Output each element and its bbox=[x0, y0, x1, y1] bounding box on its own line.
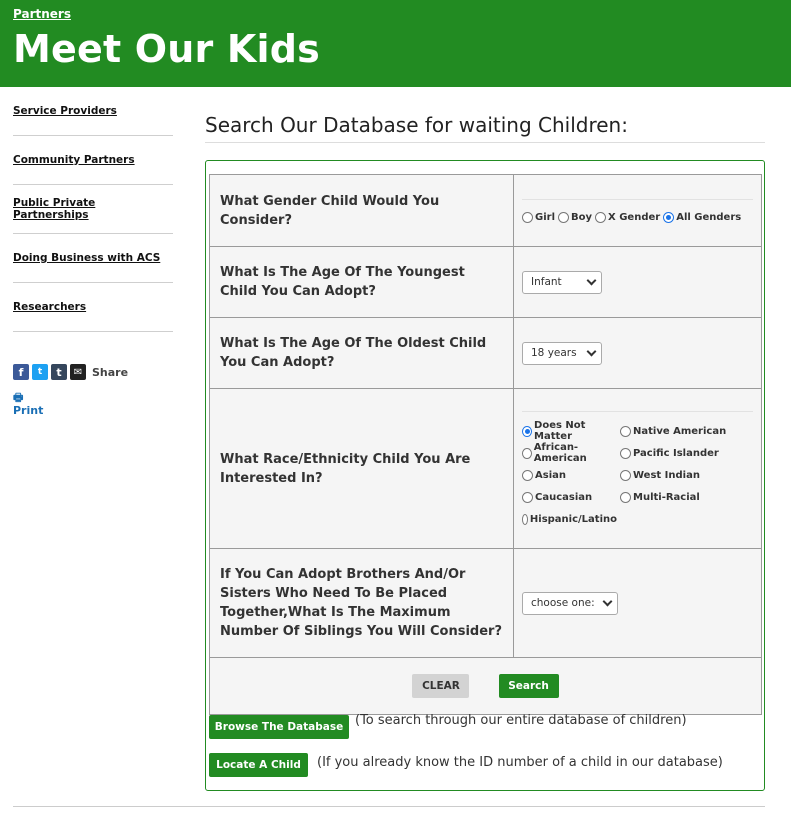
gender-question: What Gender Child Would You Consider? bbox=[210, 175, 514, 247]
radio-button[interactable] bbox=[522, 448, 532, 459]
search-heading: Search Our Database for waiting Children: bbox=[205, 113, 765, 143]
radio-button[interactable] bbox=[558, 212, 569, 223]
race-option-caucasian[interactable]: Caucasian bbox=[522, 490, 617, 505]
youngest-age-select[interactable]: Infant bbox=[522, 271, 602, 294]
facebook-icon[interactable]: f bbox=[13, 364, 29, 380]
siblings-row bbox=[210, 549, 762, 658]
gender-answer bbox=[514, 175, 762, 247]
oldest-age-select[interactable]: 18 years bbox=[522, 342, 602, 365]
race-row bbox=[210, 389, 762, 549]
siblings-answer bbox=[514, 549, 762, 658]
race-question: What Race/Ethnicity Child You Are Interested In? bbox=[210, 389, 514, 549]
tumblr-icon[interactable]: t bbox=[51, 364, 67, 380]
actions-cell bbox=[210, 658, 762, 715]
radio-button[interactable] bbox=[522, 212, 533, 223]
clear-button[interactable]: CLEAR bbox=[412, 674, 469, 698]
header-banner bbox=[0, 0, 791, 87]
sidebar-item-public-private-partnerships[interactable]: Public Private Partnerships bbox=[13, 185, 173, 234]
radio-button[interactable] bbox=[620, 426, 631, 437]
sidebar-item-doing-business[interactable]: Doing Business with ACS bbox=[13, 234, 173, 283]
sidebar-item-service-providers[interactable]: Service Providers bbox=[13, 87, 173, 136]
oldest-age-answer bbox=[514, 318, 762, 389]
race-answer bbox=[514, 389, 762, 549]
chevron-down-icon bbox=[603, 596, 613, 606]
race-option-pacific-islander[interactable]: Pacific Islander bbox=[620, 446, 737, 461]
share-label[interactable]: Share bbox=[92, 365, 129, 379]
race-option-hispanic-latino[interactable]: Hispanic/Latino bbox=[522, 512, 617, 527]
gender-row bbox=[210, 175, 762, 247]
chevron-down-icon bbox=[587, 346, 597, 356]
search-form-table bbox=[209, 174, 762, 715]
footer-divider bbox=[13, 806, 765, 807]
print-label: Print bbox=[13, 404, 44, 417]
race-option-native-american[interactable]: Native American bbox=[620, 424, 737, 439]
radio-button[interactable] bbox=[620, 470, 631, 481]
radio-button[interactable] bbox=[595, 212, 606, 223]
printer-icon: 🖶 bbox=[13, 391, 24, 404]
share-bar bbox=[13, 364, 128, 380]
browse-row bbox=[209, 712, 687, 739]
browse-database-button[interactable]: Browse The Database bbox=[209, 715, 349, 739]
race-option-does-not-matter[interactable]: Does Not Matter bbox=[522, 424, 617, 439]
locate-note: (If you already know the ID number of a child in our database) bbox=[317, 754, 723, 770]
gender-option-x-gender[interactable]: X Gender bbox=[595, 212, 660, 223]
locate-row bbox=[209, 753, 723, 777]
page-title: Meet Our Kids bbox=[13, 27, 320, 71]
race-option-west-indian[interactable]: West Indian bbox=[620, 468, 737, 483]
gender-option-boy[interactable]: Boy bbox=[558, 212, 592, 223]
print-link[interactable] bbox=[13, 391, 43, 417]
radio-button[interactable] bbox=[522, 470, 533, 481]
youngest-age-answer bbox=[514, 247, 762, 318]
twitter-icon[interactable]: t bbox=[32, 364, 48, 380]
email-icon[interactable]: ✉ bbox=[70, 364, 86, 380]
oldest-age-question: What Is The Age Of The Oldest Child You Can Adopt? bbox=[210, 318, 514, 389]
radio-button[interactable] bbox=[620, 448, 631, 459]
search-button[interactable]: Search bbox=[499, 674, 559, 698]
sidebar-item-researchers[interactable]: Researchers bbox=[13, 283, 173, 332]
search-panel bbox=[205, 160, 765, 791]
sidebar-item-community-partners[interactable]: Community Partners bbox=[13, 136, 173, 185]
chevron-down-icon bbox=[587, 275, 597, 285]
sidebar-nav bbox=[13, 87, 173, 332]
radio-button[interactable] bbox=[522, 492, 533, 503]
race-option-multi-racial[interactable]: Multi-Racial bbox=[620, 490, 737, 505]
divider bbox=[522, 199, 753, 200]
actions-row bbox=[210, 658, 762, 715]
radio-button[interactable] bbox=[663, 212, 674, 223]
radio-button[interactable] bbox=[522, 426, 532, 437]
locate-child-button[interactable]: Locate A Child bbox=[209, 753, 308, 777]
youngest-age-question: What Is The Age Of The Youngest Child You Can Adopt? bbox=[210, 247, 514, 318]
siblings-question: If You Can Adopt Brothers And/Or Sisters Who Need To Be Placed Together,What Is The Maximum Number Of Siblings You Will Consider? bbox=[210, 549, 514, 658]
divider bbox=[522, 411, 753, 412]
race-option-asian[interactable]: Asian bbox=[522, 468, 617, 483]
breadcrumb-partners[interactable]: Partners bbox=[13, 7, 71, 21]
youngest-age-row bbox=[210, 247, 762, 318]
gender-option-girl[interactable]: Girl bbox=[522, 212, 555, 223]
siblings-select[interactable]: choose one: bbox=[522, 592, 618, 615]
race-option-african-american[interactable]: African-American bbox=[522, 446, 617, 461]
radio-button[interactable] bbox=[620, 492, 631, 503]
browse-note: (To search through our entire database of children) bbox=[355, 712, 687, 728]
gender-option-all-genders[interactable]: All Genders bbox=[663, 212, 741, 223]
oldest-age-row bbox=[210, 318, 762, 389]
radio-button[interactable] bbox=[522, 514, 528, 525]
